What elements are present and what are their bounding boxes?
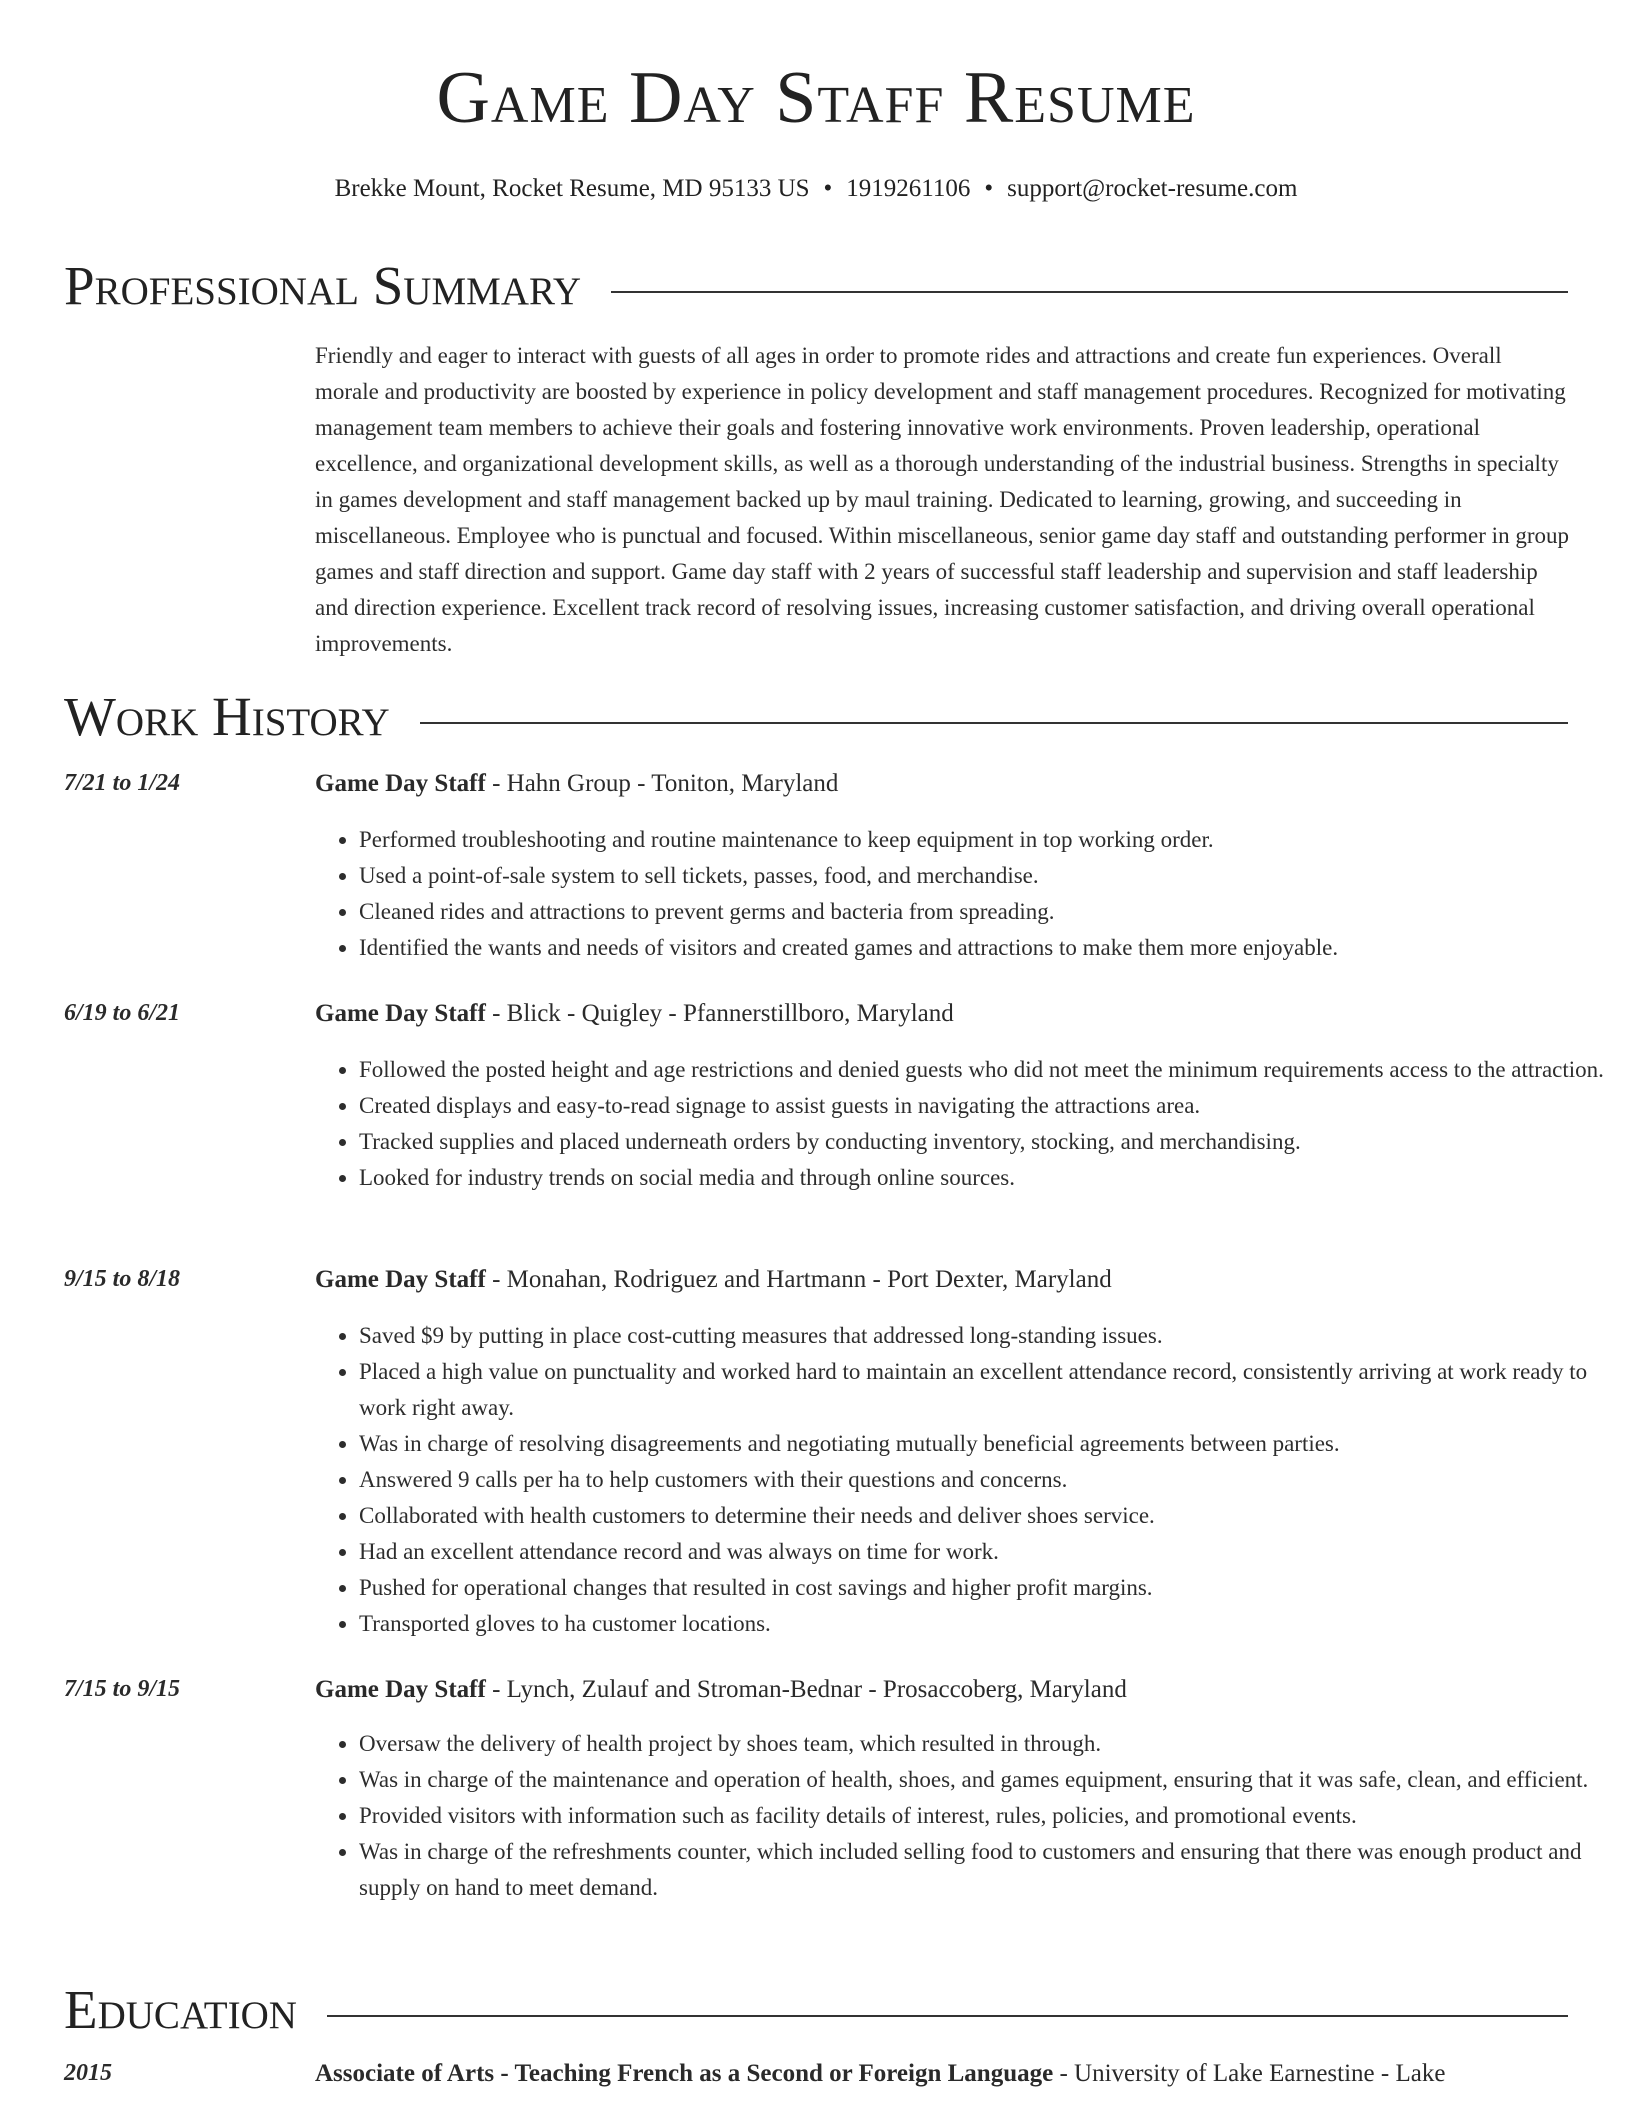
list-item: • Identified the wants and needs of visitors and created games and attractions to make them more enjoyable. (359, 930, 1614, 966)
job-role: Game Day Staff (315, 770, 486, 797)
list-item: • Created displays and easy-to-read signage to assist guests in navigating the attractions area. (359, 1088, 1614, 1124)
job-role: Game Day Staff (315, 1000, 486, 1027)
contact-phone: 1919261106 (846, 175, 971, 202)
resume-title: Game Day Staff Resume (436, 57, 1196, 139)
education-header (315, 2060, 1570, 2088)
job-details: - Monahan, Rodriguez and Hartmann - Port Dexter, Maryland (485, 1266, 1112, 1293)
list-item: • Placed a high value on punctuality and worked hard to maintain an excellent attendance record, consistently arriving at work ready to work right away. (359, 1354, 1614, 1426)
job-bullets (315, 822, 1614, 966)
job-details: - Blick - Quigley - Pfannerstillboro, Maryland (485, 1000, 954, 1027)
list-item: • Saved $9 by putting in place cost-cutting measures that addressed long-standing issues. (359, 1318, 1614, 1354)
job-dates: 7/15 to 9/15 (64, 1676, 181, 1702)
list-item: • Had an excellent attendance record and was always on time for work. (359, 1534, 1614, 1570)
section-header-work (64, 674, 1568, 747)
list-item: • Cleaned rides and attractions to prevent germs and bacteria from spreading. (359, 894, 1614, 930)
list-item: • Collaborated with health customers to determine their needs and deliver shoes service. (359, 1498, 1614, 1534)
job-dates: 6/19 to 6/21 (64, 1000, 181, 1026)
job-dates: 9/15 to 8/18 (64, 1266, 181, 1292)
job-details: - Lynch, Zulauf and Stroman-Bednar - Prosaccoberg, Maryland (485, 1676, 1127, 1703)
section-title-work: Work History (64, 689, 420, 744)
contact-address: Brekke Mount, Rocket Resume, MD 95133 US (334, 175, 810, 202)
list-item: • Followed the posted height and age restrictions and denied guests who did not meet the minimum requirements access to the attraction. (359, 1052, 1614, 1088)
job-header (315, 1000, 1570, 1028)
job-bullets (315, 1318, 1614, 1642)
section-header-summary (64, 243, 1568, 316)
job-bullets (315, 1052, 1614, 1196)
contact-email[interactable]: support@rocket-resume.com (1007, 175, 1298, 202)
section-title-education: Education (64, 1982, 327, 2037)
list-item: • Oversaw the delivery of health project by shoes team, which resulted in through. (359, 1726, 1614, 1762)
job-header (315, 770, 1570, 798)
list-item: • Was in charge of the refreshments counter, which included selling food to customers and ensuring that there was enough product and supply on hand to meet demand. (359, 1834, 1614, 1906)
list-item: • Answered 9 calls per ha to help customers with their questions and concerns. (359, 1462, 1614, 1498)
job-dates: 7/21 to 1/24 (64, 770, 181, 796)
list-item: • Was in charge of the maintenance and operation of health, shoes, and games equipment, ensuring that it was safe, clean, and efficient. (359, 1762, 1614, 1798)
list-item: • Looked for industry trends on social media and through online sources. (359, 1160, 1614, 1196)
job-role: Game Day Staff (315, 1266, 486, 1293)
list-item: • Performed troubleshooting and routine maintenance to keep equipment in top working order. (359, 822, 1614, 858)
list-item: • Pushed for operational changes that resulted in cost savings and higher profit margins. (359, 1570, 1614, 1606)
contact-separator: • (984, 175, 994, 202)
education-details: - University of Lake Earnestine - Lake (1053, 2060, 1446, 2087)
list-item: • Provided visitors with information such as facility details of interest, rules, policies, and promotional events. (359, 1798, 1614, 1834)
summary-text: Friendly and eager to interact with guests of all ages in order to promote rides and attractions and create fun experiences. Overall morale and productivity are boosted by experience in policy development and staff management procedures. Recognized for motivating management team members to achieve their goals and fostering innovative work environments. Proven leadership, operational excellence, and organizational development skills, as well as a thorough understanding of the industrial business. Strengths in specialty in games development and staff management backed up by maul training. Dedicated to learning, growing, and succeeding in miscellaneous. Employee who is punctual and focused. Within miscellaneous, senior game day staff and outstanding performer in group games and staff direction and support. Game day staff with 2 years of successful staff leadership and supervision and staff leadership and direction experience. Excellent track record of resolving issues, increasing customer satisfaction, and driving overall operational improvements. (315, 343, 1569, 656)
list-item: • Was in charge of resolving disagreements and negotiating mutually beneficial agreements between parties. (359, 1426, 1614, 1462)
list-item: • Tracked supplies and placed underneath orders by conducting inventory, stocking, and merchandising. (359, 1124, 1614, 1160)
job-header (315, 1266, 1570, 1294)
job-details: - Hahn Group - Toniton, Maryland (485, 770, 839, 797)
contact-separator: • (823, 175, 833, 202)
job-role: Game Day Staff (315, 1676, 486, 1703)
list-item: • Used a point-of-sale system to sell tickets, passes, food, and merchandise. (359, 858, 1614, 894)
section-title-summary: Professional Summary (64, 258, 611, 313)
job-header (315, 1676, 1570, 1704)
list-item: • Transported gloves to ha customer locations. (359, 1606, 1614, 1642)
contact-line (0, 175, 1632, 203)
section-header-education (64, 1967, 1568, 2040)
education-dates: 2015 (64, 2060, 112, 2086)
education-degree: Associate of Arts - Teaching French as a Second or Foreign Language (315, 2060, 1054, 2087)
job-bullets (315, 1726, 1614, 1906)
